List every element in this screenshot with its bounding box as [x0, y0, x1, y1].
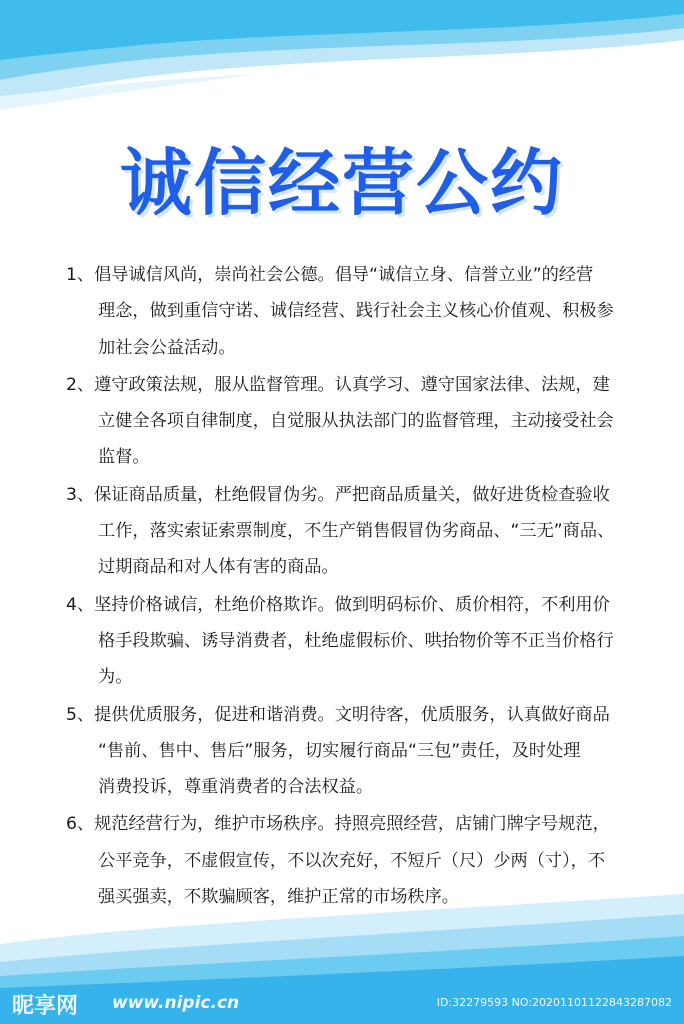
pledge-item-2 [66, 367, 648, 476]
pledge-item-3-line-1: 3、保证商品质量，杜绝假冒伪劣。严把商品质量关，做好进货检查验收 [66, 484, 610, 505]
page-title: 诚信经营公约 [119, 141, 564, 225]
pledge-item-1-line-1: 1、倡导诚信风尚，崇尚社会公德。倡导“诚信立身、信誉立业”的经营 [66, 265, 594, 285]
pledge-item-2-line-2: 立健全各项自律制度，自觉服从执法部门的监督管理，主动接受社会 [98, 411, 614, 432]
pledge-item-4-line-2: 格手段欺骗、诱导消费者，杜绝虚假标价、哄抬物价等不正当价格行 [98, 630, 614, 651]
pledge-item-2-line-3: 监督。 [98, 447, 150, 468]
pledge-item-6-line-3: 强买强卖，不欺骗顾客，维护正常的市场秩序。 [98, 887, 459, 908]
pledge-item-5-line-1: 5、提供优质服务，促进和谐消费。文明待客，优质服务，认真做好商品 [66, 704, 610, 725]
pledge-item-4-line-3: 为。 [98, 667, 133, 688]
pledge-item-2-line-1: 2、遵守政策法规，服从监督管理。认真学习、遵守国家法律、法规，建 [66, 374, 610, 395]
top-wave-decoration [0, 0, 684, 130]
pledge-item-3-line-2: 工作，落实索证索票制度，不生产销售假冒伪劣商品、“三无”商品、 [98, 521, 615, 542]
pledge-item-1-line-3: 加社会公益活动。 [98, 337, 236, 358]
pledge-item-4 [66, 587, 648, 696]
pledge-item-6-line-2: 公平竞争，不虚假宣传，不以次充好，不短斤（尺）少两（寸），不 [98, 850, 606, 871]
pledge-item-1 [66, 257, 648, 366]
pledge-item-5-line-2: “售前、售中、售后”服务，切实履行商品“三包”责任，及时处理 [98, 740, 581, 761]
watermark-id: ID:32279593 NO:20201101122843287082 [436, 996, 672, 1009]
watermark-url: www.nipic.cn [112, 993, 240, 1013]
pledge-item-5 [66, 697, 648, 806]
pledge-item-6-line-1: 6、规范经营行为，维护市场秩序。持照亮照经营，店铺门牌字号规范， [66, 814, 610, 835]
watermark-logo: 昵享网 [12, 994, 79, 1019]
pledge-item-5-line-3: 消费投诉，尊重消费者的合法权益。 [98, 777, 374, 798]
pledge-list [66, 257, 648, 915]
pledge-item-3 [66, 477, 648, 586]
pledge-item-3-line-3: 过期商品和对人体有害的商品。 [98, 557, 339, 578]
pledge-item-4-line-1: 4、坚持价格诚信，杜绝价格欺诈。做到明码标价、质价相符，不利用价 [66, 594, 610, 615]
pledge-item-1-line-2: 理念，做到重信守诺、诚信经营、践行社会主义核心价值观、积极参 [98, 301, 614, 322]
